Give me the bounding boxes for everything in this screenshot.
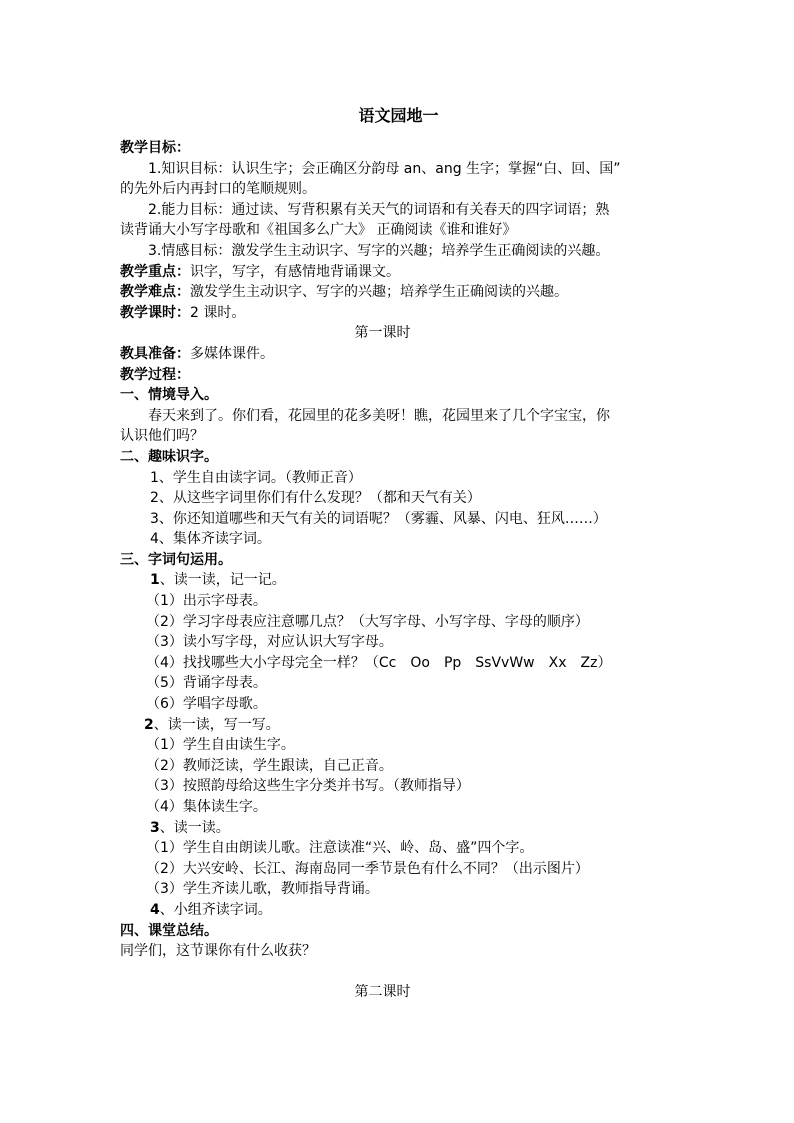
document-page <box>120 104 645 1002</box>
subsection-3-heading <box>120 818 645 839</box>
process-heading: 教学过程： <box>120 366 190 383</box>
list-item: （5）背诵字母表。 <box>146 675 267 692</box>
teaching-prep <box>120 344 645 365</box>
difficulty-text: 激发学生主动识字、写字的兴趣；培养学生正确阅读的兴趣。 <box>190 284 568 301</box>
section-2-heading: 二、趣味识字。 <box>120 448 218 465</box>
list-item: （1）出示字母表。 <box>146 593 267 610</box>
list-item: （3）读小写字母，对应认识大写字母。 <box>146 634 393 651</box>
list-item: （1）学生自由读生字。 <box>146 737 295 754</box>
list-item: （4）找找哪些大小字母完全一样？（Cc Oo Pp SsVvWw Xx Zz） <box>146 654 612 671</box>
lesson-1-heading: 第一课时 <box>354 325 411 342</box>
subsection-1-heading <box>120 570 645 591</box>
list-item: 4、集体齐读字词。 <box>150 531 271 548</box>
subsection-text: 、小组齐读字词。 <box>159 901 272 918</box>
list-item: （2）大兴安岭、长江、海南岛同一季节景色有什么不同？（出示图片） <box>146 860 589 877</box>
section-1-heading: 一、情境导入。 <box>120 387 218 404</box>
list-item: （4）集体读生字。 <box>146 799 267 815</box>
subsection-number: 2 <box>144 716 154 733</box>
subsection-text: 、读一读，写一写。 <box>153 716 280 733</box>
teaching-difficulty <box>120 282 645 303</box>
objective-2-line-1: 2.能力目标：通过读、写背积累有关天气的词语和有关春天的四字词语；熟 <box>148 201 610 218</box>
difficulty-label: 教学难点： <box>120 284 190 301</box>
subsection-number: 1 <box>150 572 160 589</box>
list-item: 1、学生自由读字词。（教师正音） <box>150 469 362 486</box>
subsection-text: 、读一读，记一记。 <box>159 572 286 589</box>
prep-text: 多媒体课件。 <box>190 345 274 362</box>
subsection-number: 4 <box>150 901 160 918</box>
list-item: （3）学生齐读儿歌，教师指导背诵。 <box>146 881 379 898</box>
list-item: 3、你还知道哪些和天气有关的词语呢？（雾霾、风暴、闪电、狂风……） <box>150 510 607 527</box>
focus-text: 识字，写字，有感情地背诵课文。 <box>190 263 400 280</box>
list-item: 2、从这些字词里你们有什么发现？（都和天气有关） <box>150 490 481 507</box>
teaching-hours <box>120 303 645 324</box>
objectives-heading: 教学目标： <box>120 140 190 156</box>
list-item: （1）学生自由朗读儿歌。注意读准“兴、岭、岛、盛”四个字。 <box>146 840 534 857</box>
hours-text: 2 课时。 <box>190 304 246 321</box>
list-item: （2）学习字母表应注意哪几点？（大写字母、小写字母、字母的顺序） <box>146 613 589 630</box>
spacer <box>120 962 645 982</box>
section-4-text: 同学们，这节课你有什么收获？ <box>120 943 316 960</box>
subsection-number: 3 <box>150 819 160 836</box>
focus-label: 教学重点： <box>120 263 190 280</box>
section-3-heading: 三、字词句运用。 <box>120 551 232 568</box>
section-1-text-line-1: 春天来到了。你们看，花园里的花多美呀！瞧，花园里来了几个字宝宝，你 <box>148 407 610 424</box>
objective-2-line-2: 读背诵大小写字母歌和《祖国多么广大》 正确阅读《谁和谁好》 <box>120 222 517 239</box>
objective-1-line-2: 的先外后内再封口的笔顺规则。 <box>120 181 316 198</box>
hours-label: 教学课时： <box>120 304 190 321</box>
section-1-text-line-2: 认识他们吗？ <box>120 428 204 445</box>
prep-label: 教具准备： <box>120 345 190 362</box>
subsection-2-heading <box>120 715 645 736</box>
lesson-2-heading: 第二课时 <box>354 983 411 1000</box>
list-item: （3）按照韵母给这些生字分类并书写。（教师指导） <box>146 778 470 795</box>
page-title: 语文园地一 <box>358 106 439 125</box>
subsection-text: 、读一读。 <box>159 819 230 836</box>
section-4-heading: 四、课堂总结。 <box>120 922 218 939</box>
teaching-focus <box>120 262 645 283</box>
subsection-4-heading <box>120 900 645 921</box>
list-item: （2）教师泛读，学生跟读，自己正音。 <box>146 757 393 774</box>
objective-1-line-1: 1.知识目标：认识生字；会正确区分韵母 an、ang 生字；掌握“白、回、国” <box>148 160 621 177</box>
list-item: （6）学唱字母歌。 <box>146 696 267 713</box>
objective-3: 3.情感目标：激发学生主动识字、写字的兴趣；培养学生正确阅读的兴趣。 <box>148 242 610 259</box>
